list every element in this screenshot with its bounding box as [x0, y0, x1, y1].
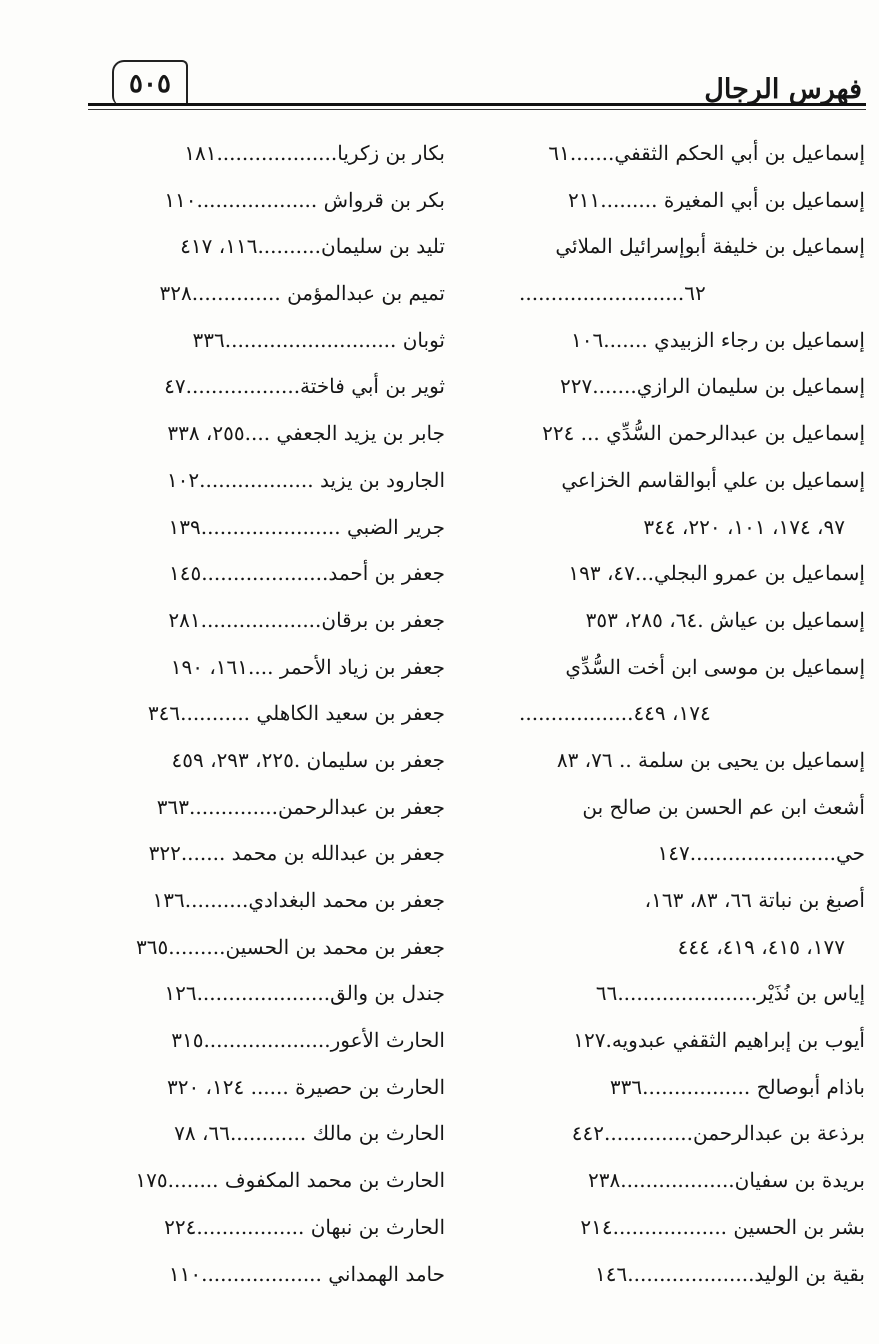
index-entry: جعفر بن سعيد الكاهلي ...........٣٤٦ [147, 701, 445, 726]
index-entry: الحارث بن حصيرة ...... ١٢٤، ٣٢٠ [166, 1074, 445, 1099]
index-entry: حامد الهمداني ...................١١٠ [168, 1261, 445, 1286]
index-entry: باذام أبوصالح .................٣٣٦ [609, 1074, 865, 1099]
index-entry: أصبغ بن نباتة ٦٦، ٨٣، ١٦٣، [644, 888, 865, 912]
index-entry: أشعث ابن عم الحسن بن صالح بن [582, 794, 865, 819]
index-entry: أيوب بن إبراهيم الثقفي عبدويه.١٢٧ [573, 1028, 865, 1053]
index-entry: الجارود بن يزيد ..................١٠٢ [166, 467, 445, 492]
index-entry: إسماعيل بن سليمان الرازي.......٢٢٧ [560, 374, 865, 399]
index-entry: الحارث بن نبهان .................٢٢٤ [164, 1214, 445, 1239]
index-entry: جعفر بن عبدالله بن محمد .......٣٢٢ [148, 841, 445, 866]
index-entry: تليد بن سليمان..........١١٦، ٤١٧ [180, 234, 445, 259]
index-entry: بشر بن الحسين ..................٢١٤ [580, 1214, 865, 1239]
index-entry: جعفر بن عبدالرحمن..............٣٦٣ [156, 794, 445, 819]
index-entry: جعفر بن محمد البغدادي..........١٣٦ [152, 888, 445, 912]
index-entry: إسماعيل بن عمرو البجلي...٤٧، ١٩٣ [568, 561, 865, 586]
index-entry-continuation: حي.......................١٤٧ [657, 841, 865, 866]
index-entry: بريدة بن سفيان..................٢٣٨ [587, 1168, 865, 1193]
index-entry: إسماعيل بن عبدالرحمن السُّدِّي ... ٢٢٤ [542, 421, 865, 446]
index-entry: جعفر بن برقان...................٢٨١ [168, 607, 445, 632]
index-entry: تميم بن عبدالمؤمن ..............٣٢٨ [159, 281, 445, 306]
index-entry: إسماعيل بن عياش .٦٤، ٢٨٥، ٣٥٣ [585, 607, 865, 632]
index-entry: ثوير بن أبي فاختة..................٤٧ [164, 374, 445, 399]
index-entry: جرير الضبي ......................١٣٩ [168, 514, 445, 539]
index-column-left [100, 130, 445, 1297]
index-entry: جندل بن والق.....................١٢٦ [164, 981, 445, 1006]
index-entry: بقية بن الوليد....................١٤٦ [595, 1261, 865, 1286]
header-rule-thin [88, 109, 866, 110]
index-entry-continuation: ١٧٧، ٤١٥، ٤١٩، ٤٤٤ [677, 934, 845, 959]
index-column-right [505, 130, 865, 1297]
index-entry: إياس بن نُذَيْر......................٦٦ [595, 981, 865, 1006]
header-rule [88, 103, 866, 106]
index-entry: إسماعيل بن خليفة أبوإسرائيل الملائي [555, 234, 865, 259]
index-entry: الحارث بن مالك ............٦٦، ٧٨ [174, 1121, 445, 1146]
index-entry: بكر بن قرواش ...................١١٠ [164, 187, 445, 212]
page-title: فهرس الرجال [704, 74, 862, 105]
index-entry: جعفر بن سليمان .٢٢٥، ٢٩٣، ٤٥٩ [171, 747, 445, 772]
index-entry: جعفر بن أحمد....................١٤٥ [168, 561, 445, 586]
page-header [88, 60, 866, 110]
index-entry: ثوبان ...........................٣٣٦ [192, 327, 445, 352]
index-entry: الحارث بن محمد المكفوف ........١٧٥ [135, 1168, 445, 1193]
index-entry: جابر بن يزيد الجعفي ....٢٥٥، ٣٣٨ [167, 421, 445, 446]
index-entry: إسماعيل بن رجاء الزبيدي .......١٠٦ [570, 327, 865, 352]
index-entry-continuation: ١٧٤، ٤٤٩.................. [519, 701, 711, 726]
index-entry: إسماعيل بن أبي المغيرة .........٢١١ [568, 187, 865, 212]
index-entry: إسماعيل بن علي أبوالقاسم الخزاعي [561, 467, 865, 492]
index-entry: إسماعيل بن أبي الحكم الثقفي.......٦١ [548, 141, 865, 165]
index-entry: جعفر بن محمد بن الحسين.........٣٦٥ [136, 934, 445, 959]
index-entry-continuation: ٩٧، ١٧٤، ١٠١، ٢٢٠، ٣٤٤ [643, 514, 845, 539]
index-entry: إسماعيل بن موسى ابن أخت السُّدِّي [565, 654, 865, 679]
index-entry: برذعة بن عبدالرحمن..............٤٤٢ [571, 1121, 865, 1146]
index-entry: جعفر بن زياد الأحمر ....١٦١، ١٩٠ [170, 654, 445, 679]
index-entry-continuation: ٦٢.......................... [519, 281, 706, 306]
index-entry: الحارث الأعور....................٣١٥ [171, 1028, 445, 1053]
index-entry: بكار بن زكريا...................١٨١ [184, 141, 445, 165]
index-entry: إسماعيل بن يحيى بن سلمة .. ٧٦، ٨٣ [556, 747, 865, 772]
page-number: ٥٠٥ [112, 60, 188, 106]
